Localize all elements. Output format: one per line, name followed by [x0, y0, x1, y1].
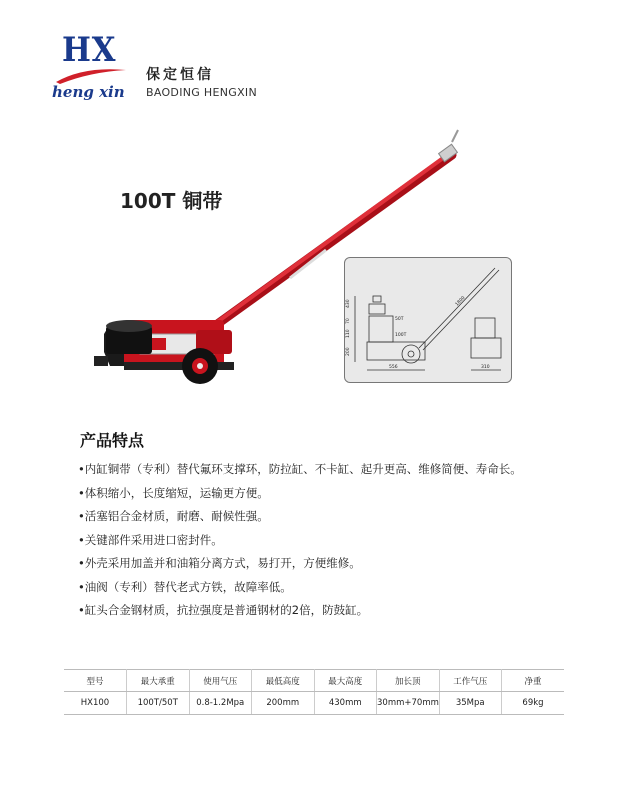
- diagram-label-base: 200: [346, 347, 351, 356]
- product-title: 100T 铜带: [120, 189, 223, 213]
- feature-item: •体积缩小，长度缩短，运输更方便。: [78, 485, 269, 500]
- spec-header-cell: 最低高度: [252, 670, 315, 692]
- company-name-cn: 保定恒信: [146, 67, 214, 83]
- spec-header-row: [64, 670, 564, 692]
- table-row: [64, 692, 564, 715]
- diagram-label-width: 556: [389, 365, 398, 370]
- diagram-label-h1: 430: [346, 299, 351, 308]
- spec-header-cell: 最大高度: [314, 670, 377, 692]
- company-logo: [52, 30, 132, 102]
- feature-item: •外壳采用加盖并和油箱分离方式，易打开，方便维修。: [78, 556, 361, 570]
- feature-item: •油阀（专利）替代老式方铁，故障率低。: [78, 579, 292, 594]
- features-list: [78, 458, 522, 623]
- feature-item: •关键部件采用进口密封件。: [78, 532, 223, 547]
- diagram-side-body: [475, 318, 495, 338]
- diagram-label-h3: 110: [346, 329, 351, 338]
- spec-header-cell: 工作气压: [439, 670, 502, 692]
- feature-item: •活塞铝合金材质，耐磨、耐候性强。: [78, 509, 269, 523]
- diagram-cylinder: [369, 316, 393, 342]
- diagram-label-50t: 50T: [395, 317, 404, 322]
- spec-header-cell: 加长顶: [377, 670, 440, 692]
- spec-table: [64, 669, 564, 715]
- spec-cell-working-pressure: 35Mpa: [439, 692, 502, 715]
- diagram-label-depth: 310: [481, 365, 490, 370]
- spec-cell-model: HX100: [64, 692, 127, 715]
- features-title: 产品特点: [80, 431, 145, 450]
- spec-header-cell: 使用气压: [189, 670, 252, 692]
- spec-cell-max-height: 430mm: [314, 692, 377, 715]
- diagram-handle: [419, 268, 495, 348]
- diagram-extension: [369, 304, 385, 314]
- diagram-label-100t: 100T: [395, 333, 407, 338]
- spec-header-cell: 最大承重: [127, 670, 190, 692]
- spec-cell-extension: 30mm+70mm: [377, 692, 440, 715]
- logo-letters: HX: [62, 30, 117, 70]
- dimension-diagram: [344, 257, 512, 383]
- diagram-base: [367, 342, 425, 360]
- diagram-label-handle: 1800: [454, 295, 467, 308]
- spec-cell-air-pressure: 0.8-1.2Mpa: [189, 692, 252, 715]
- feature-item: •内缸铜带（专利）替代氟环支撑环，防拉缸、不卡缸、起升更高、维修简便、寿命长。: [78, 462, 522, 476]
- diagram-label-h2: 70: [346, 318, 351, 324]
- spec-cell-net-weight: 69kg: [502, 692, 565, 715]
- spec-cell-min-height: 200mm: [252, 692, 315, 715]
- company-name-en: BAODING HENGXIN: [146, 86, 257, 99]
- feature-item: •缸头合金钢材质，抗拉强度是普通钢材的2倍，防鼓缸。: [78, 603, 369, 617]
- spec-cell-max-load: 100T/50T: [127, 692, 190, 715]
- logo-subtitle: heng xin: [52, 83, 125, 101]
- spec-header-cell: 型号: [64, 670, 127, 692]
- diagram-saddle: [373, 296, 381, 302]
- spec-header-cell: 净重: [502, 670, 565, 692]
